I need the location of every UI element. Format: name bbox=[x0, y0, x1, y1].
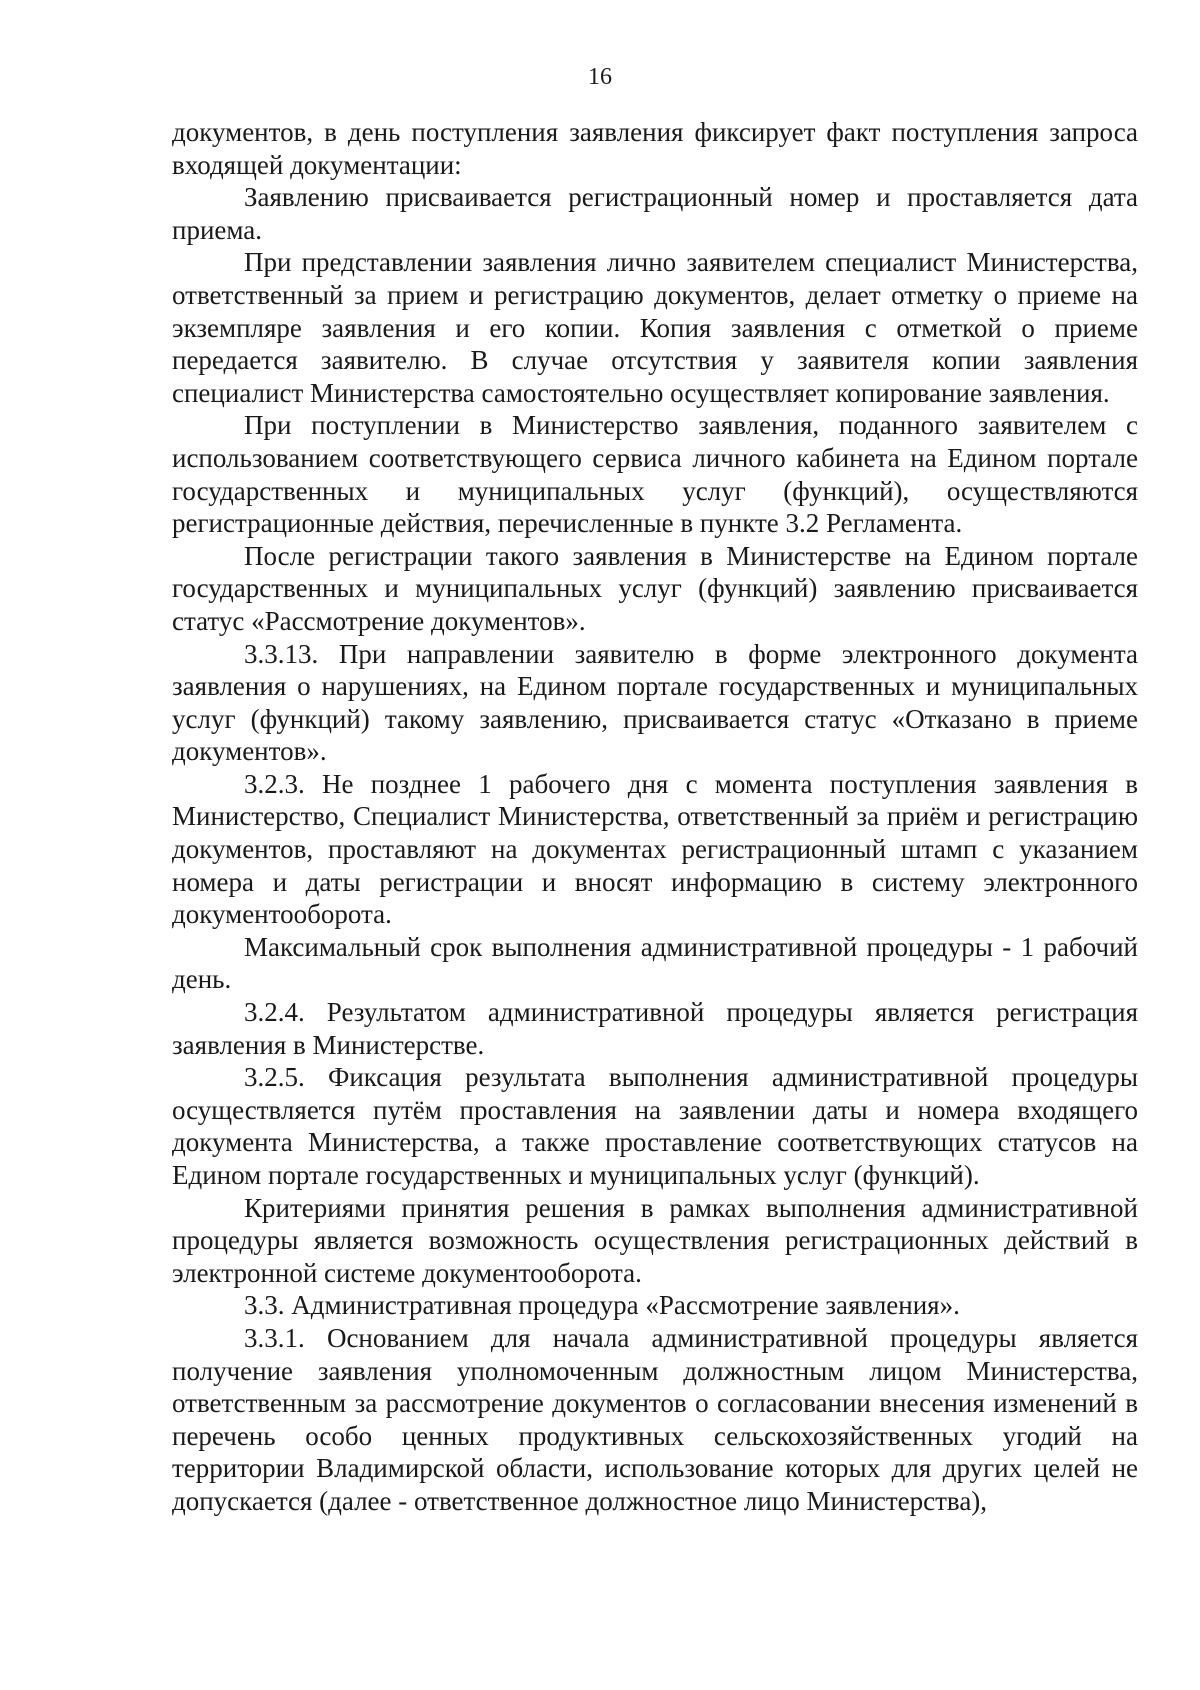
paragraph: 3.2.4. Результатом административной процедуры является регистрация заявления в Министерстве. bbox=[172, 997, 1138, 1060]
paragraph: Максимальный срок выполнения административной процедуры - 1 рабочий день. bbox=[172, 931, 1138, 995]
document-body bbox=[172, 116, 1138, 1518]
paragraph: При поступлении в Министерство заявления, поданного заявителем с использованием соответствующего сервиса личного кабинета на Едином портале государственных и муниципальных услуг (функций), осуществляются регистрационные действия, перечисленные в пункте 3.2 Регламента. bbox=[172, 410, 1138, 539]
section-heading: 3.3. Административная процедура «Рассмотрение заявления». bbox=[244, 1290, 960, 1321]
paragraph: 3.2.5. Фиксация результата выполнения административной процедуры осуществляется путём проставления на заявлении даты и номера входящего документа Министерства, а также проставление соответствующих статусов на Едином портале государственных и муниципальных услуг (функций). bbox=[172, 1062, 1138, 1190]
page-number: 16 bbox=[588, 64, 612, 90]
paragraph: После регистрации такого заявления в Министерстве на Едином портале государственных и муниципальных услуг (функций) заявлению присваивается статус «Рассмотрение документов». bbox=[172, 540, 1138, 636]
paragraph: 3.3.13. При направлении заявителю в форме электронного документа заявления о нарушениях, на Едином портале государственных и муниципальных услуг (функций) такому заявлению, присваивается статус «Отказано в приеме документов». bbox=[172, 638, 1138, 767]
paragraph: 3.2.3. Не позднее 1 рабочего дня с момента поступления заявления в Министерство, Специалист Министерства, ответственный за приём и регистрацию документов, проставляют на документах регистрационный штамп с указанием номера и даты регистрации и вносят информацию в систему электронного документооборота. bbox=[172, 768, 1138, 930]
paragraph: При представлении заявления лично заявителем специалист Министерства, ответственный за прием и регистрацию документов, делает отметку о приеме на экземпляре заявления и его копии. Копия заявления с отметкой о приеме передается заявителю. В случае отсутствия у заявителя копии заявления специалист Министерства самостоятельно осуществляет копирование заявления. bbox=[172, 247, 1138, 408]
paragraph-continuation: документов, в день поступления заявления фиксирует факт поступления запроса входящей документации: bbox=[172, 117, 1138, 180]
paragraph: Заявлению присваивается регистрационный номер и проставляется дата приема. bbox=[172, 182, 1138, 245]
paragraph: Критериями принятия решения в рамках выполнения административной процедуры является возможность осуществления регистрационных действий в электронной системе документооборота. bbox=[172, 1192, 1138, 1288]
paragraph: 3.3.1. Основанием для начала административной процедуры является получение заявления уполномоченным должностным лицом Министерства, ответственным за рассмотрение документов о согласовании внесения изменений в перечень особо ценных продуктивных сельскохозяйственных угодий на территории Владимирской области, использование которых для других целей не допускается (далее - ответственное должностное лицо Министерства), bbox=[172, 1322, 1138, 1516]
